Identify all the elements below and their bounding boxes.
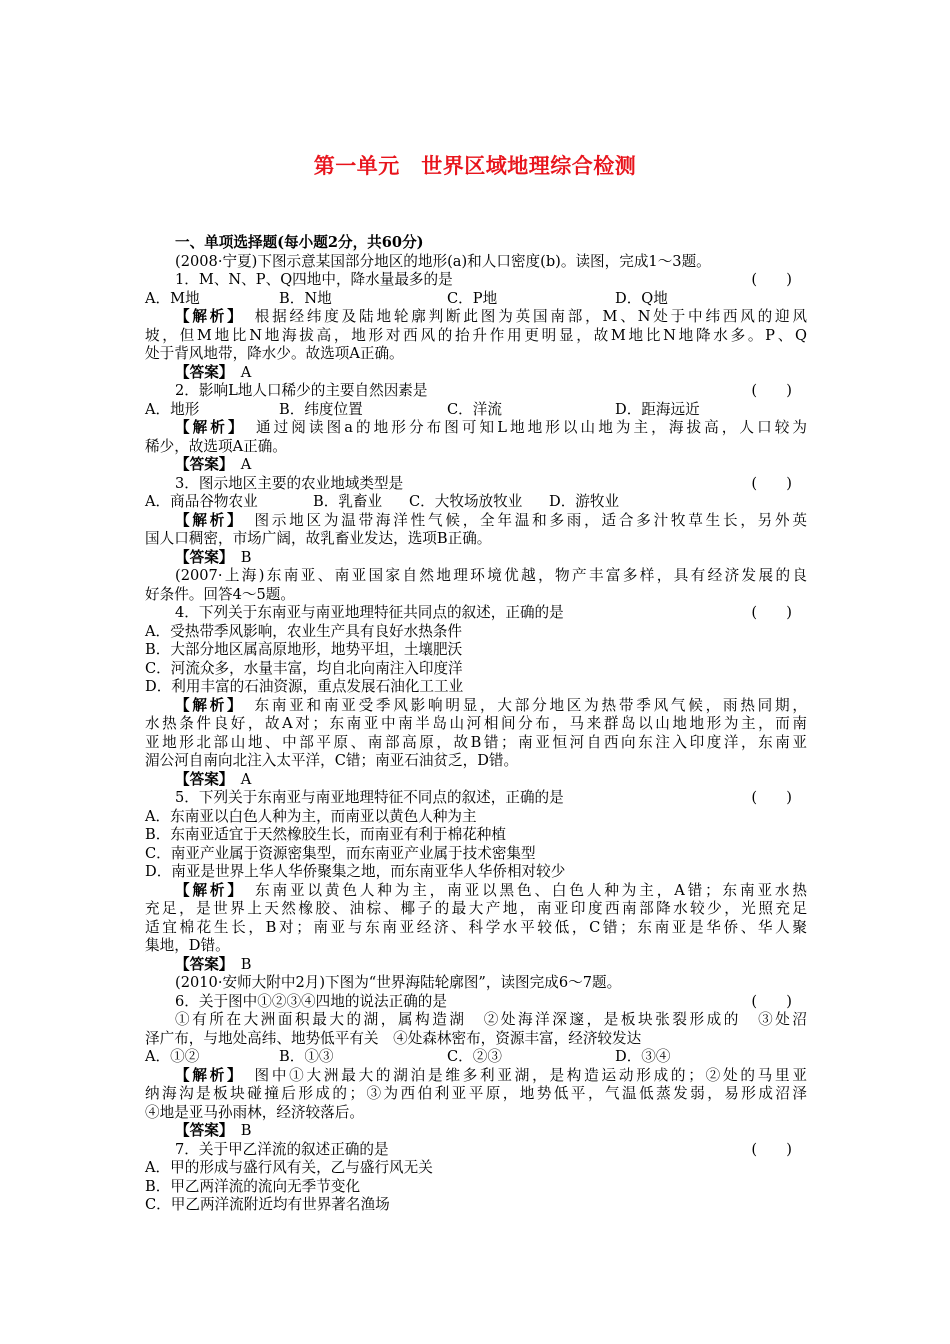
analysis-tag: 【解析】	[175, 308, 238, 325]
analysis-line: 【解析】 图中①大洲最大的湖泊是维多利亚湖，是构造运动形成的；②处的马里亚	[175, 1066, 807, 1084]
analysis-tag: 【解析】	[175, 419, 239, 436]
answer-tag: 【答案】	[175, 955, 227, 973]
answer-tag: 【答案】	[175, 1122, 227, 1139]
option-a: A．甲的形成与盛行风有关，乙与盛行风无关	[145, 1159, 433, 1176]
group-intro: (2010·安师大附中2月)下图为“世界海陆轮廓图”，读图完成6～7题。	[175, 974, 622, 991]
answer-line	[145, 456, 807, 475]
answer-line	[145, 771, 807, 790]
analysis-line: 【解析】 东南亚以黄色人种为主，南亚以黑色、白色人种为主，A错；东南亚水热	[175, 881, 807, 899]
answer-line	[145, 549, 807, 568]
question-options	[145, 493, 807, 512]
option-d: D．南亚是世界上华人华侨聚集之地，而东南亚华人华侨相对较少	[145, 863, 566, 880]
option-d: D．③④	[615, 1048, 671, 1065]
answer-value: A	[240, 363, 252, 381]
answer-blank: ( )	[751, 271, 792, 288]
answer-value: B	[240, 955, 252, 973]
answer-value: A	[240, 456, 252, 473]
statement-line: 泽广布，与地处高纬、地势低平有关 ④处森林密布，资源丰富，经济较发达	[145, 1029, 642, 1047]
option-d: D．游牧业	[549, 493, 620, 510]
analysis-line: 【解析】 东南亚和南亚受季风影响明显，大部分地区为热带季风气候，雨热同期，	[175, 696, 807, 714]
option-b: B．N地	[279, 289, 332, 307]
option-b: B．乳畜业	[313, 493, 383, 510]
analysis-tag: 【解析】	[175, 1066, 238, 1084]
option-b: B．东南亚适宜于天然橡胶生长，而南亚有利于棉花种植	[145, 826, 506, 843]
answer-blank: ( )	[751, 1140, 792, 1158]
analysis-line: 【解析】 通过阅读图a的地形分布图可知L地地形以山地为主，海拔高，人口较为	[175, 419, 807, 436]
answer-blank: ( )	[751, 604, 792, 621]
option-c: C．南亚产业属于资源密集型，而东南亚产业属于技术密集型	[145, 844, 536, 862]
option-d: D．利用丰富的石油资源，重点发展石油化工工业	[145, 678, 464, 695]
analysis-tag: 【解析】	[175, 511, 238, 529]
question-stem: 3．图示地区主要的农业地域类型是 ( )	[175, 474, 792, 492]
analysis-line: 【解析】 图示地区为温带海洋性气候，全年温和多雨，适合多汁牧草生长，另外英	[175, 511, 807, 529]
option-c: C．河流众多，水量丰富，均自北向南注入印度洋	[145, 659, 463, 677]
question-options	[145, 290, 807, 309]
question-stem: 6．关于图中①②③④四地的说法正确的是 ( )	[175, 992, 792, 1010]
option-d: D．距海远近	[615, 400, 700, 418]
document-body	[145, 234, 807, 1215]
option-b: B．大部分地区属高原地形，地势平坦，土壤肥沃	[145, 641, 463, 658]
option-d: D．Q地	[615, 289, 668, 307]
group-intro: (2008·宁夏)下图示意某国部分地区的地形(a)和人口密度(b)。读图，完成1～3题。	[175, 252, 711, 270]
answer-value: B	[240, 1122, 252, 1139]
answer-line	[145, 364, 807, 383]
analysis-line: 【解析】 根据经纬度及陆地轮廓判断此图为英国南部，M、N处于中纬西风的迎风	[175, 308, 807, 325]
group-intro: 好条件。回答4～5题。	[145, 585, 295, 603]
option-c: C．②③	[447, 1048, 502, 1065]
analysis-line: 处于背风地带，降水少。故选项A正确。	[145, 345, 404, 362]
option-a: A．商品谷物农业	[145, 493, 258, 510]
answer-blank: ( )	[751, 474, 792, 492]
answer-value: A	[240, 770, 252, 788]
answer-blank: ( )	[751, 992, 792, 1010]
option-c: C．洋流	[447, 400, 502, 418]
option-a: A．①②	[145, 1048, 200, 1065]
answer-blank: ( )	[751, 789, 792, 806]
analysis-line: ④地是亚马孙雨林，经济较落后。	[145, 1103, 364, 1121]
page-title: 第一单元 世界区域地理综合检测	[313, 154, 637, 178]
question-stem: 7．关于甲乙洋流的叙述正确的是 ( )	[175, 1140, 792, 1158]
analysis-line: 坡，但M地比N地海拔高，地形对西风的抬升作用更明显，故M地比N地降水多。P、Q	[145, 326, 807, 344]
option-a: A．受热带季风影响，农业生产具有良好水热条件	[145, 622, 463, 640]
option-a: A．M地	[145, 289, 200, 307]
group-intro: (2007·上海)东南亚、南亚国家自然地理环境优越，物产丰富多样，具有经济发展的良	[175, 567, 807, 584]
answer-tag: 【答案】	[175, 770, 227, 788]
option-b: B．①③	[279, 1048, 334, 1065]
question-options	[145, 1048, 807, 1067]
analysis-line: 集地，D错。	[145, 937, 230, 954]
answer-line	[145, 1122, 807, 1141]
answer-line	[145, 956, 807, 975]
analysis-line: 亚地形北部山地、中部平原、南部高原，故B错；南亚恒河自西向东注入印度洋，东南亚	[145, 733, 807, 751]
analysis-tag: 【解析】	[175, 696, 238, 714]
question-stem: 1．M、N、P、Q四地中，降水量最多的是 ( )	[175, 271, 792, 288]
question-options	[145, 401, 807, 420]
analysis-line: 适宜棉花生长，B对；南亚与东南亚经济、科学水平较低，C错；东南亚是华侨、华人聚	[145, 918, 807, 936]
analysis-line: 纳海沟是板块碰撞后形成的；③为西伯利亚平原，地势低平，气温低蒸发弱，易形成沼泽	[145, 1085, 807, 1102]
analysis-line: 稀少，故选项A正确。	[145, 437, 287, 455]
analysis-line: 充足，是世界上天然橡胶、油棕、椰子的最大产地，南亚印度西南部降水较少，光照充足	[145, 900, 807, 917]
question-stem: 4．下列关于东南亚与南亚地理特征共同点的叙述，正确的是 ( )	[175, 604, 792, 621]
statement-line: ①有所在大洲面积最大的湖，属构造湖 ②处海洋深邃，是板块张裂形成的 ③处沼	[175, 1011, 807, 1028]
option-a: A．东南亚以白色人种为主，而南亚以黄色人种为主	[145, 807, 477, 825]
answer-tag: 【答案】	[175, 363, 227, 381]
answer-tag: 【答案】	[175, 548, 227, 566]
option-c: C．甲乙两洋流附近均有世界著名渔场	[145, 1196, 390, 1213]
option-c: C．P地	[447, 289, 498, 307]
answer-value: B	[240, 548, 252, 566]
question-stem: 5．下列关于东南亚与南亚地理特征不同点的叙述，正确的是 ( )	[175, 789, 792, 806]
analysis-line: 水热条件良好，故A对；东南亚中南半岛山河相间分布，马来群岛以山地地形为主，而南	[145, 715, 807, 732]
analysis-line: 国人口稠密，市场广阔，故乳畜业发达，选项B正确。	[145, 530, 492, 547]
answer-blank: ( )	[751, 382, 792, 399]
option-c: C．大牧场放牧业	[409, 493, 523, 510]
analysis-line: 湄公河自南向北注入太平洋，C错；南亚石油贫乏，D错。	[145, 752, 519, 769]
section-heading: 一、单项选择题(每小题2分，共60分)	[175, 234, 424, 251]
option-b: B．纬度位置	[279, 400, 363, 418]
question-stem: 2．影响L地人口稀少的主要自然因素是 ( )	[175, 382, 792, 399]
answer-tag: 【答案】	[175, 456, 227, 473]
option-a: A．地形	[145, 400, 200, 418]
option-b: B．甲乙两洋流的流向无季节变化	[145, 1177, 361, 1195]
analysis-tag: 【解析】	[175, 881, 238, 899]
